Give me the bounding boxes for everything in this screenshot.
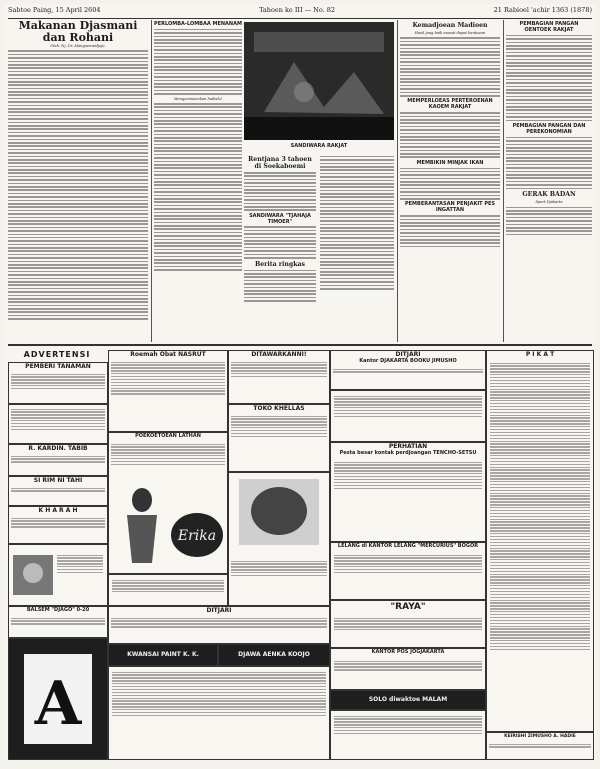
ad-pemberi-tanaman: PEMBERI TANAMAN bbox=[8, 362, 108, 404]
svg-text:Erika: Erika bbox=[177, 528, 217, 544]
ad-djakarta-boeku bbox=[330, 390, 486, 442]
ad-pharmacy bbox=[228, 472, 330, 606]
ad-djawa-aenka bbox=[108, 574, 228, 606]
ad-toko-khellas: TOKO KHELLAS bbox=[228, 404, 330, 472]
ad-kantor-pos: KANTOR POS JOGJAKARTA bbox=[330, 648, 486, 690]
article-subtitle-hadiah: Mengoemoemkan hadiah2 bbox=[173, 96, 223, 101]
article-byline: Oleh: Nj. Dr. Mangoenwidjojo. bbox=[50, 44, 106, 48]
ad-kantor-djakarta: Kantor DJAKARTA BOOKU JIMUSHO bbox=[359, 358, 457, 364]
ad-ditjari-bottom: DITJARI bbox=[108, 606, 330, 644]
photo-sandiwara bbox=[244, 22, 394, 140]
masthead bbox=[8, 6, 592, 19]
ad-balsem: BALSEM "DJAGO" 0-20 bbox=[8, 606, 108, 638]
article-title-makanan: Makanan Djasmani dan Rohani bbox=[18, 20, 138, 44]
ad-pikat: P I K A T bbox=[486, 350, 594, 732]
ads-header: ADVERTENSI bbox=[23, 350, 91, 359]
svg-text:A: A bbox=[34, 669, 82, 739]
article-body-makanan bbox=[8, 50, 148, 319]
ad-pemberitahoean: POEKOETOEAN LATHAN Erika bbox=[108, 432, 228, 574]
column-4 bbox=[400, 20, 500, 342]
article-title-perlombaan: PERLOMBA-LOMBAA MENANAM bbox=[154, 21, 242, 27]
article-subtitle-sport: Sport Djakarta bbox=[535, 200, 563, 205]
ad-raya: "RAYA" bbox=[330, 600, 486, 648]
ad-pharmacy-image bbox=[229, 473, 329, 553]
ad-ketjap-image bbox=[9, 639, 107, 759]
column-1 bbox=[8, 20, 148, 340]
ad-ketjap-a bbox=[8, 638, 108, 760]
ad-djakarta bbox=[8, 404, 108, 444]
masthead-issue: Tahoen ke III — No. 82 bbox=[259, 6, 336, 14]
article-title-pangan: PEMBAGIAN PANGAN OENTOEK RAKJAT bbox=[519, 21, 579, 33]
masthead-date: Sabtoe Paing, 15 April 2604 bbox=[8, 6, 101, 14]
ad-tentjo: Pesta besar kontak perdjoangan TENCHO-SETSU bbox=[339, 450, 477, 456]
newspaper-page bbox=[4, 4, 596, 761]
column-3b bbox=[320, 154, 394, 342]
ad-ditjari-lower bbox=[108, 666, 330, 760]
article-title-perteroenan: MEMPERLOEAS PERTEROENAN KAOEM RAKJAT bbox=[407, 98, 493, 111]
ad-erika-image bbox=[169, 505, 225, 565]
ad-figure-image bbox=[117, 485, 167, 565]
column-2 bbox=[154, 20, 242, 340]
ad-keirishi: KEIRISHI ZIMUSHO A. HADIE bbox=[486, 732, 594, 760]
column-5 bbox=[506, 20, 592, 342]
ad-lelang: LELANG di KANTOR LELANG "MERCURIUS" BOGOR bbox=[330, 542, 486, 600]
article-title-minjak: MEMBIKIN MINJAK IKAN bbox=[416, 159, 484, 166]
column-3 bbox=[244, 154, 316, 342]
article-title-berita: Berita ringkas bbox=[254, 260, 305, 268]
ad-kardin: R. KARDIN. TABIB bbox=[8, 444, 108, 476]
ad-kwansai: KWANSAI PAINT K. K. bbox=[108, 644, 218, 666]
article-title-sandiwara: SANDIWARA "TJAHAJA TIMOER" bbox=[249, 212, 311, 225]
ad-bottom-d bbox=[330, 710, 486, 760]
ad-kharah: K H A R A H bbox=[8, 506, 108, 544]
article-title-madioen: Kemadjoean Madioen bbox=[412, 22, 488, 29]
masthead-hijri: 21 Rabioel 'achir 1363 (1878) bbox=[493, 6, 592, 14]
ad-roemah-obat: Roemah Obat NASRUT bbox=[108, 350, 228, 432]
article-subtitle-madioen: Hasil jang baik moesti dapat bantoean bbox=[414, 31, 486, 35]
ad-solo: SOLO diwaktoe MALAM bbox=[330, 690, 486, 710]
ad-ditjari-top: DITJARI Kantor DJAKARTA BOOKU JIMUSHO bbox=[330, 350, 486, 390]
ad-perhatian: PERHATIAN Pesta besar kontak perdjoangan TENCHO-SETSU bbox=[330, 442, 486, 542]
article-title-rentjana: Rentjana 3 tahoen di Soekaboemi bbox=[248, 156, 312, 170]
photo-image bbox=[244, 22, 394, 140]
ad-taman-image bbox=[13, 555, 53, 595]
ad-djawa-aenka-koojo: DJAWA AENKA KOOJO bbox=[218, 644, 330, 666]
article-title-pes: PEMBERANTASAN PENJAKIT PES INGATTAN bbox=[404, 201, 496, 214]
article-title-gerak-badan: GERAK BADAN bbox=[522, 191, 576, 199]
article-title-perekonomian: PEMBAGIAN PANGAN DAN PEREKONOMIAN bbox=[512, 122, 586, 135]
ad-ditawarkan: DITAWARKANNI! bbox=[228, 350, 330, 404]
ad-sirim: SI RIM NI TAHI bbox=[8, 476, 108, 506]
photo-caption: SANDIWARA RAKJAT bbox=[290, 143, 348, 149]
ad-taman bbox=[8, 544, 108, 606]
